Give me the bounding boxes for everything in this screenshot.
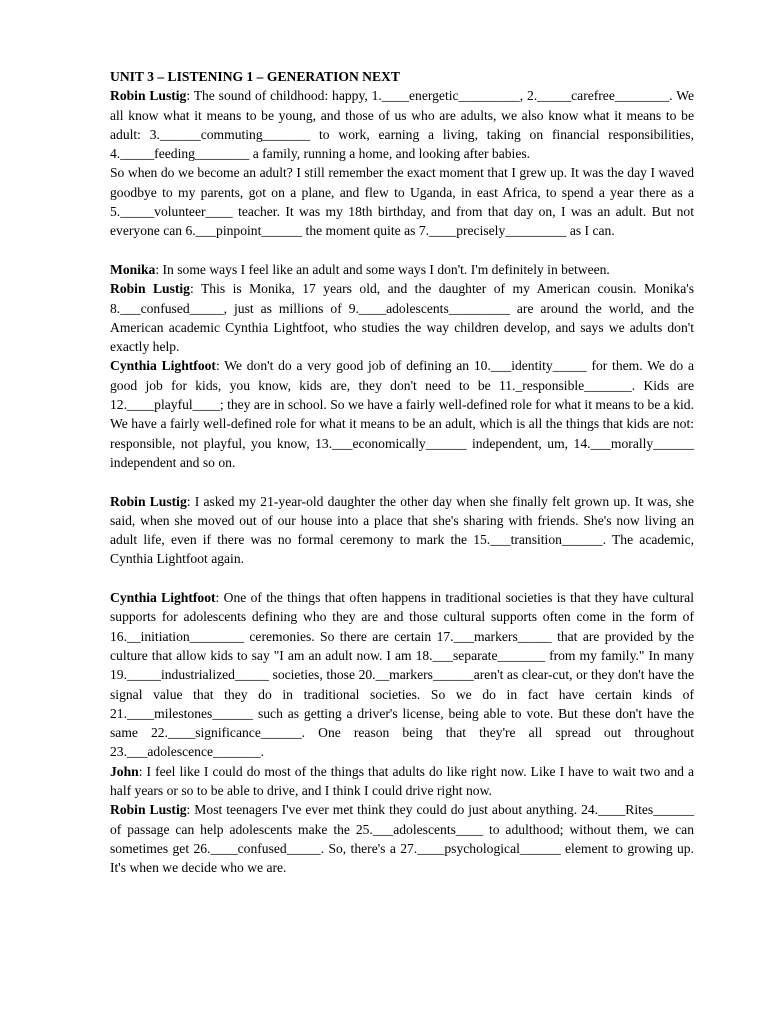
paragraph-text: : One of the things that often happens in traditional societies is that they have cultural supports for adolescents defining who they are and those cultural supports often come in the form of 16.__initiation________ ceremonies. So there are certain 17.___markers_____ that are provided by the culture that allow kids to say "I am an adult now. I am 18.___separate_______ from my family." In many 19._____industrialized_____ societies, those 20.__markers______aren't as clear-cut, or they don't have the signal value that they do in traditional societies. So we do in fact have certain kinds of 21.____milestones______ such as getting a driver's license, being able to vote. But these don't have the same 22.____significance______. One reason being that they're all spread out throughout 23.___adolescence_______. <box>110 590 694 760</box>
speaker-name: Robin Lustig <box>110 493 187 509</box>
paragraph-text: : Most teenagers I've ever met think they could do just about anything. 24.____Rites______ of passage can help adolescents make the 25.___adolescents____ to adulthood; without them, we can sometimes get 26.____confused_____. So, there's a 27.____psychological______ element to growing up. It's when we decide who we are. <box>110 802 694 876</box>
speaker-name: Cynthia Lightfoot <box>110 358 216 374</box>
paragraph-4 <box>110 279 694 356</box>
paragraph-text: : The sound of childhood: happy, 1.____energetic_________, 2._____carefree________. We all know what it means to be young, and those of us who are adults, we also know what it means to be adult: 3.______commuting_______ to work, earning a living, taking on financial responsibilities, 4._____feeding________ a family, running a home, and looking after babies. <box>110 88 694 162</box>
paragraph-8 <box>110 762 694 801</box>
paragraph-1 <box>110 86 694 163</box>
worksheet-page <box>110 67 694 877</box>
speaker-name: Robin Lustig <box>110 88 187 104</box>
paragraph-gap <box>110 241 694 260</box>
speaker-name: Robin Lustig <box>110 802 187 818</box>
paragraph-text: : We don't do a very good job of defining an 10.___identity_____ for them. We do a good job for kids, you know, kids are, they don't need to be 11._responsible_______. Kids are 12.____playful____; they are in school. So we have a fairly well-defined role for what it means to be a kid. We have a fairly well-defined role for what it means to be an adult, which is all the things that kids are not: responsible, not playful, you know, 13.___economically______ independent, um, 14.___morally______ independent and so on. <box>110 358 695 470</box>
paragraph-9 <box>110 800 694 877</box>
paragraph-5 <box>110 356 694 472</box>
paragraph-gap <box>110 472 694 491</box>
paragraph-6 <box>110 492 694 569</box>
paragraph-text: : This is Monika, 17 years old, and the daughter of my American cousin. Monika's 8.___confused_____, just as millions of 9.____adolescents_________ are around the world, and the American academic Cynthia Lightfoot, who studies the way children develop, and says we adults don't exactly help. <box>110 281 694 355</box>
speaker-name: John <box>110 763 139 779</box>
paragraph-3 <box>110 260 694 279</box>
worksheet-title: UNIT 3 – LISTENING 1 – GENERATION NEXT <box>110 69 400 84</box>
paragraph-text: : In some ways I feel like an adult and some ways I don't. I'm definitely in between. <box>155 261 610 277</box>
paragraph-7 <box>110 588 694 762</box>
paragraph-text: : I asked my 21-year-old daughter the other day when she finally felt grown up. It was, she said, when she moved out of our house into a place that she's sharing with friends. She's now living an adult life, even if there was no formal ceremony to mark the 15.___transition______. The academic, Cynthia Lightfoot again. <box>110 493 694 567</box>
paragraph-gap <box>110 569 694 588</box>
paragraph-text: So when do we become an adult? I still remember the exact moment that I grew up. It was the day I waved goodbye to my parents, got on a plane, and flew to Uganda, in east Africa, to spend a year there as a 5._____volunteer____ teacher. It was my 18th birthday, and from that day on, I was an adult. But not everyone can 6.___pinpoint______ the moment quite as 7.____precisely_________ as I can. <box>110 165 694 239</box>
speaker-name: Cynthia Lightfoot <box>110 590 216 606</box>
paragraph-2 <box>110 163 694 240</box>
speaker-name: Monika <box>110 261 156 277</box>
paragraph-text: : I feel like I could do most of the things that adults do like right now. Like I have to wait two and a half years or so to be able to drive, and I think I could drive right now. <box>110 763 694 798</box>
speaker-name: Robin Lustig <box>110 281 190 297</box>
